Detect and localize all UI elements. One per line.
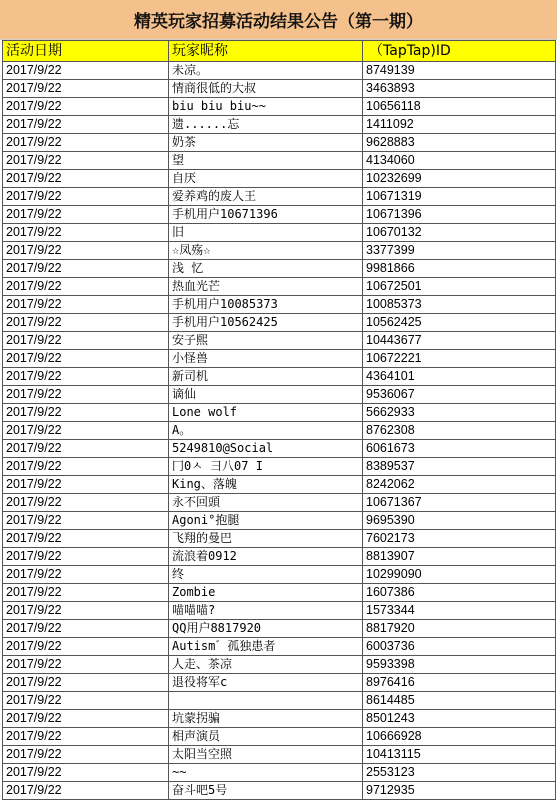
cell-id: 10413115 — [363, 746, 556, 764]
cell-nickname: 自厌 — [169, 170, 363, 188]
cell-id: 10666928 — [363, 728, 556, 746]
column-header-id: （TapTap)ID — [363, 41, 556, 62]
table-row — [3, 494, 556, 512]
cell-date: 2017/9/22 — [3, 386, 169, 404]
column-header-date: 活动日期 — [3, 41, 169, 62]
table-row — [3, 170, 556, 188]
table-row — [3, 260, 556, 278]
cell-date: 2017/9/22 — [3, 260, 169, 278]
cell-date: 2017/9/22 — [3, 80, 169, 98]
cell-nickname: 喵喵喵? — [169, 602, 363, 620]
table-row — [3, 152, 556, 170]
cell-nickname: King、落魄 — [169, 476, 363, 494]
cell-id: 9712935 — [363, 782, 556, 800]
cell-id: 10671396 — [363, 206, 556, 224]
cell-date: 2017/9/22 — [3, 566, 169, 584]
table-row — [3, 314, 556, 332]
cell-id: 8389537 — [363, 458, 556, 476]
cell-date: 2017/9/22 — [3, 296, 169, 314]
table-row — [3, 710, 556, 728]
cell-id: 10232699 — [363, 170, 556, 188]
cell-date: 2017/9/22 — [3, 548, 169, 566]
cell-date: 2017/9/22 — [3, 116, 169, 134]
cell-nickname: 退役将军c — [169, 674, 363, 692]
table-row — [3, 548, 556, 566]
table-row — [3, 206, 556, 224]
results-table — [2, 40, 556, 800]
table-row — [3, 476, 556, 494]
cell-date: 2017/9/22 — [3, 602, 169, 620]
cell-id: 10443677 — [363, 332, 556, 350]
cell-nickname: 热血光芒 — [169, 278, 363, 296]
table-row — [3, 656, 556, 674]
cell-id: 10671319 — [363, 188, 556, 206]
cell-id: 8749139 — [363, 62, 556, 80]
table-row — [3, 638, 556, 656]
cell-id: 9593398 — [363, 656, 556, 674]
table-row — [3, 746, 556, 764]
cell-nickname: Agoni°抱腿 — [169, 512, 363, 530]
cell-date: 2017/9/22 — [3, 584, 169, 602]
cell-id: 8976416 — [363, 674, 556, 692]
cell-id: 10671367 — [363, 494, 556, 512]
cell-date: 2017/9/22 — [3, 692, 169, 710]
table-row — [3, 278, 556, 296]
cell-date: 2017/9/22 — [3, 368, 169, 386]
cell-nickname: 手机用户10562425 — [169, 314, 363, 332]
table-row — [3, 98, 556, 116]
cell-nickname: 望 — [169, 152, 363, 170]
cell-nickname: 情商很低的大叔 — [169, 80, 363, 98]
cell-id: 10672501 — [363, 278, 556, 296]
cell-date: 2017/9/22 — [3, 404, 169, 422]
cell-nickname: 手机用户10085373 — [169, 296, 363, 314]
cell-nickname: 谪仙 — [169, 386, 363, 404]
cell-id: 3377399 — [363, 242, 556, 260]
cell-date: 2017/9/22 — [3, 440, 169, 458]
column-header-nickname: 玩家昵称 — [169, 41, 363, 62]
cell-id: 5662933 — [363, 404, 556, 422]
cell-date: 2017/9/22 — [3, 152, 169, 170]
cell-date: 2017/9/22 — [3, 476, 169, 494]
cell-nickname: 遗......忘 — [169, 116, 363, 134]
table-row — [3, 116, 556, 134]
table-row — [3, 440, 556, 458]
cell-nickname: 手机用户10671396 — [169, 206, 363, 224]
cell-nickname: 5249810@Social — [169, 440, 363, 458]
table-row — [3, 188, 556, 206]
cell-nickname: 未凉。 — [169, 62, 363, 80]
cell-date: 2017/9/22 — [3, 134, 169, 152]
cell-nickname: 流浪着0912 — [169, 548, 363, 566]
cell-date: 2017/9/22 — [3, 764, 169, 782]
cell-nickname: A。 — [169, 422, 363, 440]
cell-nickname: 相声演员 — [169, 728, 363, 746]
table-row — [3, 602, 556, 620]
cell-nickname: 新司机 — [169, 368, 363, 386]
cell-id: 10299090 — [363, 566, 556, 584]
cell-id: 10672221 — [363, 350, 556, 368]
cell-date: 2017/9/22 — [3, 188, 169, 206]
cell-id: 9628883 — [363, 134, 556, 152]
cell-date: 2017/9/22 — [3, 620, 169, 638]
cell-date: 2017/9/22 — [3, 206, 169, 224]
cell-nickname: Lone wolf — [169, 404, 363, 422]
page-title: 精英玩家招募活动结果公告（第一期） — [0, 0, 557, 40]
cell-id: 10085373 — [363, 296, 556, 314]
cell-id: 9695390 — [363, 512, 556, 530]
table-row — [3, 80, 556, 98]
cell-date: 2017/9/22 — [3, 638, 169, 656]
cell-id: 10562425 — [363, 314, 556, 332]
cell-date: 2017/9/22 — [3, 728, 169, 746]
table-row — [3, 782, 556, 800]
cell-id: 4364101 — [363, 368, 556, 386]
cell-nickname: 奶茶 — [169, 134, 363, 152]
table-row — [3, 692, 556, 710]
cell-date: 2017/9/22 — [3, 494, 169, 512]
header-row — [3, 41, 556, 62]
cell-nickname: 太阳当空照 — [169, 746, 363, 764]
cell-nickname: biu biu biu~~ — [169, 98, 363, 116]
table-row — [3, 512, 556, 530]
table-row — [3, 530, 556, 548]
cell-id: 7602173 — [363, 530, 556, 548]
cell-id: 6003736 — [363, 638, 556, 656]
cell-id: 8817920 — [363, 620, 556, 638]
cell-id: 8762308 — [363, 422, 556, 440]
table-row — [3, 62, 556, 80]
cell-date: 2017/9/22 — [3, 62, 169, 80]
table-row — [3, 674, 556, 692]
table-row — [3, 386, 556, 404]
cell-date: 2017/9/22 — [3, 278, 169, 296]
cell-nickname: 小怪兽 — [169, 350, 363, 368]
table-row — [3, 458, 556, 476]
cell-date: 2017/9/22 — [3, 224, 169, 242]
cell-nickname: 安子熙 — [169, 332, 363, 350]
cell-date: 2017/9/22 — [3, 314, 169, 332]
cell-id: 8501243 — [363, 710, 556, 728]
table-row — [3, 728, 556, 746]
table-row — [3, 296, 556, 314]
cell-nickname: 旧 — [169, 224, 363, 242]
cell-nickname: 爱养鸡的废人王 — [169, 188, 363, 206]
cell-nickname: 浅 忆 — [169, 260, 363, 278]
cell-id: 1573344 — [363, 602, 556, 620]
cell-date: 2017/9/22 — [3, 242, 169, 260]
cell-nickname: 人走、茶凉 — [169, 656, 363, 674]
cell-nickname: 坑蒙拐骗 — [169, 710, 363, 728]
cell-id: 8242062 — [363, 476, 556, 494]
cell-nickname — [169, 692, 363, 710]
cell-nickname: 终 — [169, 566, 363, 584]
cell-id: 10670132 — [363, 224, 556, 242]
cell-nickname: 冂0ㅅ 彐八07 I — [169, 458, 363, 476]
table-row — [3, 620, 556, 638]
table-row — [3, 404, 556, 422]
cell-id: 9981866 — [363, 260, 556, 278]
cell-id: 9536067 — [363, 386, 556, 404]
table-row — [3, 350, 556, 368]
cell-id: 2553123 — [363, 764, 556, 782]
table-row — [3, 368, 556, 386]
table-row — [3, 422, 556, 440]
cell-nickname: ☆凤殇☆ — [169, 242, 363, 260]
cell-date: 2017/9/22 — [3, 512, 169, 530]
cell-date: 2017/9/22 — [3, 98, 169, 116]
cell-nickname: QQ用户8817920 — [169, 620, 363, 638]
cell-date: 2017/9/22 — [3, 170, 169, 188]
cell-nickname: 永不回頭 — [169, 494, 363, 512]
cell-id: 1411092 — [363, 116, 556, 134]
cell-date: 2017/9/22 — [3, 782, 169, 800]
table-row — [3, 134, 556, 152]
cell-nickname: 飞翔的曼巴 — [169, 530, 363, 548]
cell-id: 3463893 — [363, 80, 556, 98]
cell-date: 2017/9/22 — [3, 656, 169, 674]
cell-id: 4134060 — [363, 152, 556, 170]
cell-date: 2017/9/22 — [3, 746, 169, 764]
cell-date: 2017/9/22 — [3, 710, 169, 728]
cell-date: 2017/9/22 — [3, 350, 169, 368]
cell-id: 1607386 — [363, 584, 556, 602]
cell-nickname: 奋斗吧5号 — [169, 782, 363, 800]
table-row — [3, 224, 556, 242]
cell-nickname: Zombie — [169, 584, 363, 602]
cell-id: 6061673 — [363, 440, 556, 458]
cell-date: 2017/9/22 — [3, 422, 169, 440]
cell-date: 2017/9/22 — [3, 530, 169, 548]
cell-nickname: Autism゛孤独患者 — [169, 638, 363, 656]
table-body — [3, 62, 556, 800]
cell-date: 2017/9/22 — [3, 332, 169, 350]
cell-date: 2017/9/22 — [3, 458, 169, 476]
cell-nickname: ~~ — [169, 764, 363, 782]
table-row — [3, 764, 556, 782]
table-row — [3, 584, 556, 602]
table-row — [3, 566, 556, 584]
cell-date: 2017/9/22 — [3, 674, 169, 692]
cell-id: 8813907 — [363, 548, 556, 566]
table-row — [3, 332, 556, 350]
cell-id: 8614485 — [363, 692, 556, 710]
cell-id: 10656118 — [363, 98, 556, 116]
table-row — [3, 242, 556, 260]
